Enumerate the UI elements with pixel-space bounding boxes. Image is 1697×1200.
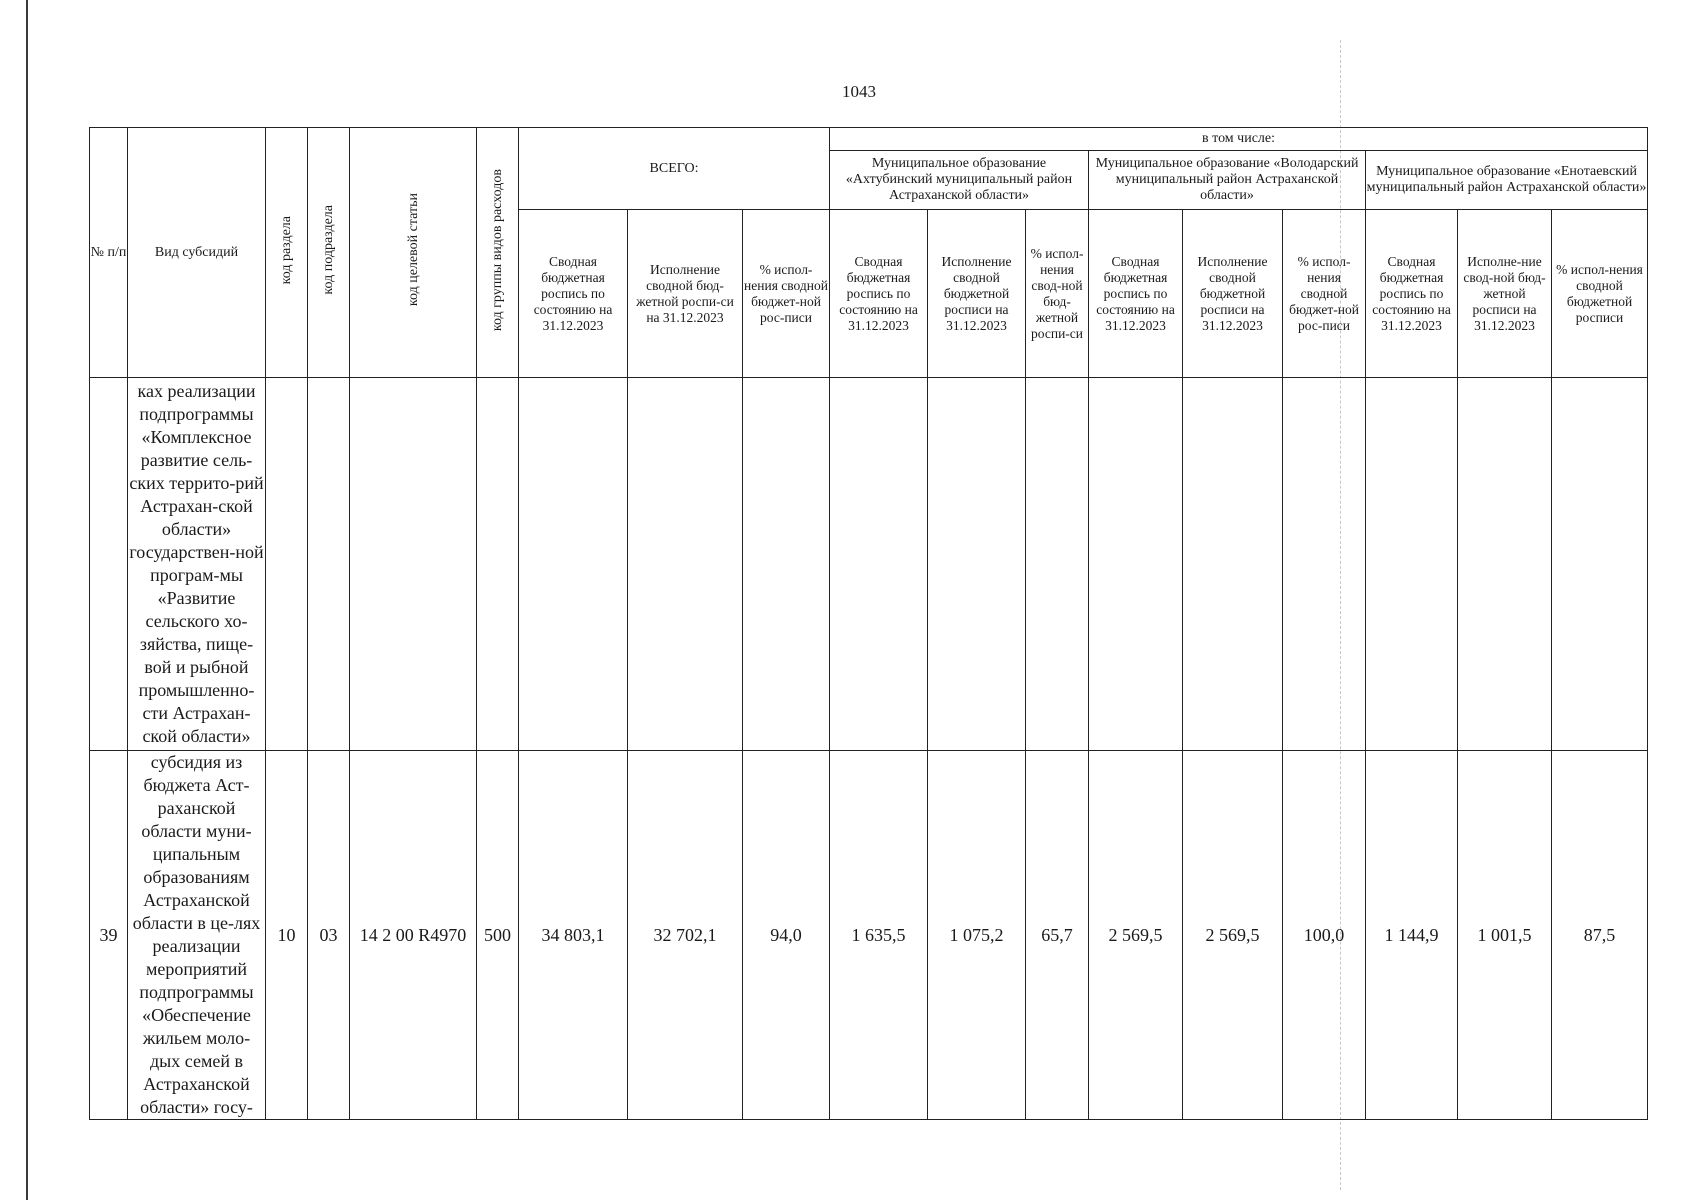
row-mo3-exec: 1 001,5 [1458,751,1552,1120]
row-mo1-exec: 1 075,2 [928,751,1026,1120]
header-mo1-plan: Сводная бюджетная роспись по состоянию на 31.12.2023 [830,210,928,378]
row-value [1089,378,1183,751]
row-value [1552,378,1648,751]
header-mo1-pct: % испол-нения свод-ной бюд-жетной роспи-си [1026,210,1089,378]
row-value [1283,378,1366,751]
header-mo2-plan: Сводная бюджетная роспись по состоянию на 31.12.2023 [1089,210,1183,378]
row-value [928,378,1026,751]
row-num [90,378,128,751]
header-mo3-pct: % испол-нения сводной бюджетной росписи [1552,210,1648,378]
row-num: 39 [90,751,128,1120]
row-mo2-pct: 100,0 [1283,751,1366,1120]
row-target: 14 2 00 R4970 [350,751,477,1120]
header-num: № п/п [90,128,128,378]
header-mo2-pct: % испол-нения сводной бюджет-ной рос-писи [1283,210,1366,378]
header-total-exec: Исполнение сводной бюд-жетной роспи-си на 31.12.2023 [628,210,743,378]
row-value [743,378,830,751]
header-mo-enotaevsky: Муниципальное образование «Енотаевский муниципальный район Астраханской области» [1366,151,1648,210]
header-total: ВСЕГО: [519,128,830,210]
subsidy-table [89,127,1648,1120]
header-subsidy-type: Вид субсидий [128,128,266,378]
row-group [477,378,519,751]
row-mo2-plan: 2 569,5 [1089,751,1183,1120]
row-total-pct: 94,0 [743,751,830,1120]
row-mo1-plan: 1 635,5 [830,751,928,1120]
header-mo3-plan: Сводная бюджетная роспись по состоянию на 31.12.2023 [1366,210,1458,378]
header-mo2-exec: Исполнение сводной бюджетной росписи на 31.12.2023 [1183,210,1283,378]
row-total-plan: 34 803,1 [519,751,628,1120]
header-mo3-exec: Исполне-ние свод-ной бюд-жетной росписи на 31.12.2023 [1458,210,1552,378]
table-row [90,751,1648,1120]
table-row [90,378,1648,751]
row-subsidy-text: ках реализации подпрограммы «Комплексное развитие сель-ских террито-рий Астрахан-ской области» государствен-ной програм-мы «Развитие сельского хо-зяйства, пище-вой и рыбной промышленно-сти Астрахан-ской области» [128,378,266,751]
header-total-pct: % испол-нения сводной бюджет-ной рос-писи [743,210,830,378]
row-value [519,378,628,751]
row-mo3-pct: 87,5 [1552,751,1648,1120]
row-target [350,378,477,751]
header-target-code: код целевой статьи [350,128,477,378]
row-value [628,378,743,751]
header-section-code: код раздела [266,128,308,378]
row-value [1458,378,1552,751]
header-including: в том числе: [830,128,1648,151]
page-number: 1043 [842,82,876,101]
row-subsidy-text: субсидия из бюджета Аст-раханской области муни-ципальным образованиям Астраханской области в це-лях реализации мероприятий подпрограммы «Обеспечение жильем моло-дых семей в Астраханской области» госу- [128,751,266,1120]
header-mo1-exec: Исполнение сводной бюджетной росписи на 31.12.2023 [928,210,1026,378]
row-value [1026,378,1089,751]
row-mo2-exec: 2 569,5 [1183,751,1283,1120]
header-mo-volodarsky: Муниципальное образование «Володарский муниципальный район Астраханской области» [1089,151,1366,210]
row-value [1366,378,1458,751]
row-mo3-plan: 1 144,9 [1366,751,1458,1120]
row-section: 10 [266,751,308,1120]
row-subsection: 03 [308,751,350,1120]
row-value [830,378,928,751]
row-total-exec: 32 702,1 [628,751,743,1120]
header-expense-group-code: код группы видов расходов [477,128,519,378]
header-mo-akhtubinsky: Муниципальное образование «Ахтубинский муниципальный район Астраханской области» [830,151,1089,210]
header-total-plan: Сводная бюджетная роспись по состоянию на 31.12.2023 [519,210,628,378]
binding-line [26,0,28,1200]
header-subsection-code: код подраздела [308,128,350,378]
row-section [266,378,308,751]
row-group: 500 [477,751,519,1120]
row-value [1183,378,1283,751]
row-subsection [308,378,350,751]
row-mo1-pct: 65,7 [1026,751,1089,1120]
